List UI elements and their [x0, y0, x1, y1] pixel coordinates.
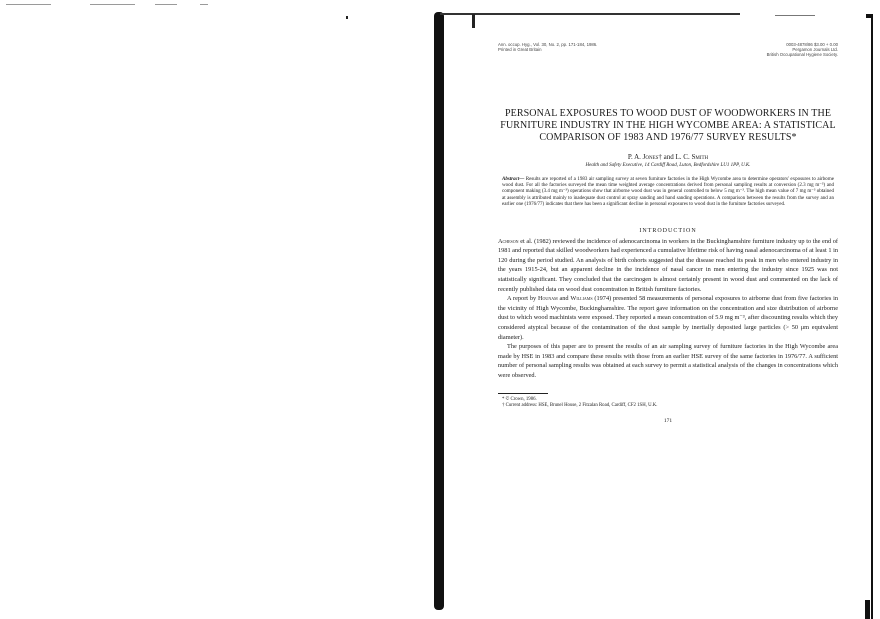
- author1-name: Jones: [642, 152, 659, 161]
- author2-initials: L. C.: [675, 152, 692, 161]
- page-right-edge: [866, 14, 873, 18]
- cited-author: Hounam: [538, 295, 558, 303]
- footnote-copyright: * © Crown, 1986.: [502, 396, 537, 402]
- abstract-text: Results are reported of a 1983 air sampling survey at seven furniture factories in the High Wycombe area to determine operators' exposures to airborne wood dust. For all the factories surveyed the mean time weighted average concentrations derived from personal sampling results at conversion (2.3 mg m⁻³) and component making (3.4 mg m⁻³) operations show that airborne wood dust was in general controlled to below 5 mg m⁻³. The high mean value of 7 mg m⁻³ obtained at assembly is attributed mainly to inadequate dust control at spray sanding and hand sanding operations. A comparison between the results from the survey and an earlier one (1976/77) indicates that there has been a significant decline in personal exposures to wood dust in the furniture factories surveyed.: [502, 176, 835, 208]
- author2-name: Smith: [691, 152, 709, 161]
- abstract: [502, 177, 834, 209]
- scan-artifact: [90, 4, 135, 5]
- paragraph-text: A report by: [507, 295, 538, 303]
- issn: 0003-4878/86 $3.00 + 0.00: [786, 42, 838, 47]
- header-right: [767, 42, 838, 58]
- page-number: 171: [663, 417, 673, 424]
- page-top-edge: [775, 15, 815, 16]
- cited-author: Williams: [570, 295, 593, 303]
- paragraph-text: et al. (1982) reviewed the incidence of adenocarcinoma in workers in the Buckinghamshire furniture industry up to the end of 1981 and reported that skilled woodworkers had experienced a cumulative lifetime risk of having nasal adenocarcinoma of at least 1 in 120 during the period studied. An analysis of birth cohorts suggested that the disease reached its peak in men who entered industry in the years 1915-24, but an apparent decline in the incidence of nasal cancer in men entering the industry since 1925 was not statistically significant. They concluded that the carcinogen is almost certainly present in wood dust and commented on the lack of recently published data on wood dust concentration in British furniture factories.: [498, 237, 838, 293]
- journal-page: [498, 42, 838, 424]
- footnotes: [498, 397, 838, 410]
- paragraph-2: [498, 294, 838, 342]
- society: British Occupational Hygiene Society.: [766, 52, 838, 58]
- abstract-label: Abstract—: [502, 176, 525, 182]
- cited-author: Acheson: [498, 237, 519, 245]
- scan-artifact: [155, 4, 177, 5]
- author-line: [498, 153, 838, 162]
- page-top-edge: [440, 13, 740, 15]
- introduction-body: [498, 237, 838, 381]
- page-right-edge: [871, 14, 873, 619]
- author-and: and: [663, 152, 676, 161]
- author1-initials: P. A.: [627, 152, 643, 161]
- header-left: [498, 42, 597, 58]
- author1-mark: †: [658, 152, 664, 161]
- footnote-address: † Current address: HSE, Brunel House, 2 Fitzalan Road, Cardiff, CF2 1SH, U.K.: [502, 403, 658, 409]
- scan-artifact: [472, 14, 475, 28]
- printed-in: Printed in Great Britain: [498, 47, 542, 53]
- footnote-rule: [498, 393, 548, 394]
- paragraph-text: and: [557, 295, 571, 303]
- scan-artifact: [200, 4, 208, 5]
- affiliation: Health and Safety Executive, 14 Cardiff Road, Luton, Bedfordshire LU1 1PP, U.K.: [585, 162, 751, 168]
- section-heading: INTRODUCTION: [639, 227, 697, 234]
- running-header: [498, 42, 838, 58]
- journal-citation: Ann. occup. Hyg., Vol. 30, No. 2, pp. 171-184, 1986.: [498, 42, 598, 47]
- paragraph-1: [498, 237, 838, 295]
- page-right-edge: [865, 600, 870, 619]
- paragraph-text: (1974) presented 58 measurements of personal exposures to airborne dust from five factories in the vicinity of High Wycombe, Buckinghamshire. The report gave information on the concentration and size distribution of airborne dust to which wood machinists were exposed. They reported a mean concentration of 5.9 mg m⁻³, after discounting results which they considered atypical because of the contamination of the dust sample by inertially deposited large particles (> 50 μm equivalent diameter).: [498, 295, 838, 341]
- book-gutter-shadow: [434, 12, 444, 610]
- paragraph-3: The purposes of this paper are to present the results of an air sampling survey of furniture factories in the High Wycombe area made by HSE in 1983 and compare these results with those from an earlier HSE survey of the same factories in 1976/77. A sufficient number of personal sampling results was obtained at each survey to permit a statistical analysis of the changes in concentrations which were observed.: [498, 343, 838, 379]
- publisher: Pergamon Journals Ltd.: [792, 47, 838, 53]
- scan-artifact: [6, 4, 51, 5]
- article-title: PERSONAL EXPOSURES TO WOOD DUST OF WOODWORKERS IN THE FURNITURE INDUSTRY IN THE HIGH WYCOMBE AREA: A STATISTICAL COMPARISON OF 1983 AND 1976/77 SURVEY RESULTS*: [500, 107, 836, 143]
- scan-speck: [346, 16, 348, 19]
